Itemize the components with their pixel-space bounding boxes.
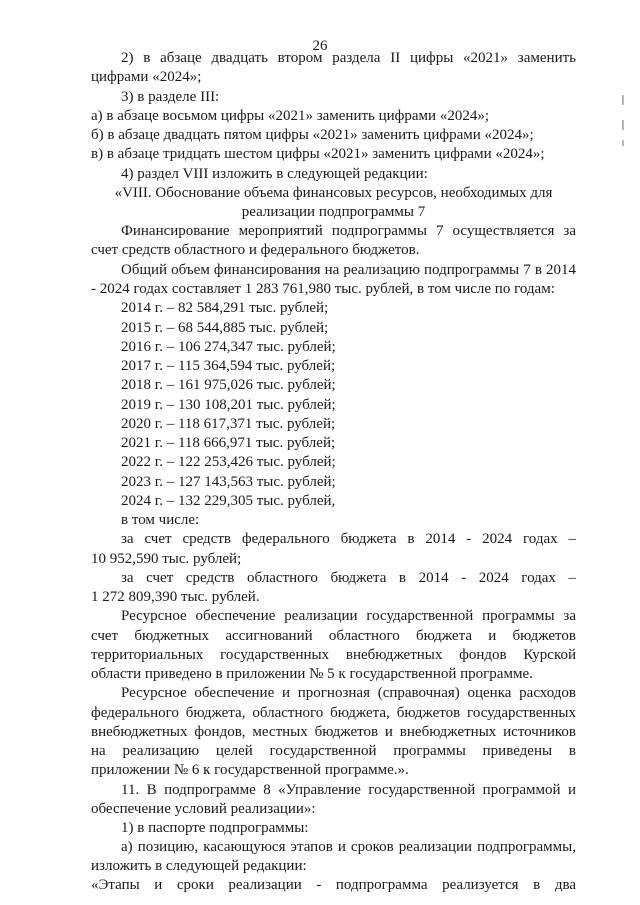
text-line: «Этапы и сроки реализации - подпрограмма реализуется в два: [91, 877, 576, 893]
text-line: 2) в абзаце двадцать втором раздела II цифры «2021» заменить: [121, 50, 576, 66]
text-line: обеспечение условий реализации»:: [91, 801, 316, 817]
text-line: 3) в разделе III:: [121, 89, 220, 105]
text-line: 1 272 809,390 тыс. рублей.: [91, 589, 260, 605]
text-line: 4) раздел VIII изложить в следующей редакции:: [121, 166, 428, 182]
text-line: 2021 г. – 118 666,971 тыс. рублей;: [121, 435, 336, 451]
text-line: счет бюджетных ассигнований областного бюджета и бюджетов: [91, 628, 576, 644]
text-line: за счет средств областного бюджета в 2014 - 2024 годах –: [121, 570, 576, 586]
text-line: Финансирование мероприятий подпрограммы 7 осуществляется за: [121, 223, 576, 239]
text-line: федерального бюджета, областного бюджета, бюджетов государственных: [91, 705, 576, 721]
text-line: 2017 г. – 115 364,594 тыс. рублей;: [121, 358, 336, 374]
text-line: области приведено в приложении № 5 к государственной программе.: [91, 666, 533, 682]
text-line: 2022 г. – 122 253,426 тыс. рублей;: [121, 454, 336, 470]
text-line: 10 952,590 тыс. рублей;: [91, 551, 242, 567]
text-line: цифрами «2024»;: [91, 69, 202, 85]
text-line: 2024 г. – 132 229,305 тыс. рублей,: [121, 493, 336, 509]
text-line: 1) в паспорте подпрограммы:: [121, 820, 309, 836]
text-line: 2014 г. – 82 584,291 тыс. рублей;: [121, 300, 329, 316]
scan-margin-mark: [622, 140, 624, 146]
text-line: реализации подпрограммы 7: [241, 204, 426, 220]
text-line: территориальных государственных внебюджетных фондов Курской: [91, 647, 576, 663]
text-line: 2018 г. – 161 975,026 тыс. рублей;: [121, 377, 336, 393]
text-line: счет средств областного и федерального бюджетов.: [91, 242, 420, 258]
scan-margin-mark: [622, 120, 624, 130]
text-line: а) в абзаце восьмом цифры «2021» заменить цифрами «2024»;: [91, 108, 489, 124]
text-line: 2016 г. – 106 274,347 тыс. рублей;: [121, 339, 336, 355]
text-line: в том числе:: [121, 512, 200, 528]
text-line: б) в абзаце двадцать пятом цифры «2021» заменить цифрами «2024»;: [91, 127, 534, 143]
text-line: «VIII. Обоснование объема финансовых ресурсов, необходимых для: [114, 185, 553, 201]
text-line: 2023 г. – 127 143,563 тыс. рублей;: [121, 474, 336, 490]
text-line: 2020 г. – 118 617,371 тыс. рублей;: [121, 416, 336, 432]
text-line: в) в абзаце тридцать шестом цифры «2021» заменить цифрами «2024»;: [91, 146, 545, 162]
text-line: на реализацию целей государственной программы приведены в: [91, 743, 576, 759]
text-line: 2015 г. – 68 544,885 тыс. рублей;: [121, 320, 329, 336]
scan-margin-mark: [622, 95, 624, 105]
text-line: внебюджетных фондов, местных бюджетов и внебюджетных источников: [91, 724, 576, 740]
text-line: изложить в следующей редакции:: [91, 858, 307, 874]
text-line: Ресурсное обеспечение реализации государственной программы за: [121, 608, 576, 624]
text-line: Общий объем финансирования на реализацию подпрограммы 7 в 2014: [121, 262, 576, 278]
text-line: приложении № 6 к государственной программе.».: [91, 762, 409, 778]
text-line: Ресурсное обеспечение и прогнозная (справочная) оценка расходов: [121, 685, 576, 701]
page-number: 26: [312, 38, 328, 54]
text-line: - 2024 годах составляет 1 283 761,980 тыс. рублей, в том числе по годам:: [91, 281, 555, 297]
text-line: за счет средств федерального бюджета в 2014 - 2024 годах –: [121, 531, 576, 547]
text-line: а) позицию, касающуюся этапов и сроков реализации подпрограммы,: [121, 839, 576, 855]
text-line: 2019 г. – 130 108,201 тыс. рублей;: [121, 397, 336, 413]
text-line: 11. В подпрограмме 8 «Управление государственной программой и: [121, 782, 576, 798]
